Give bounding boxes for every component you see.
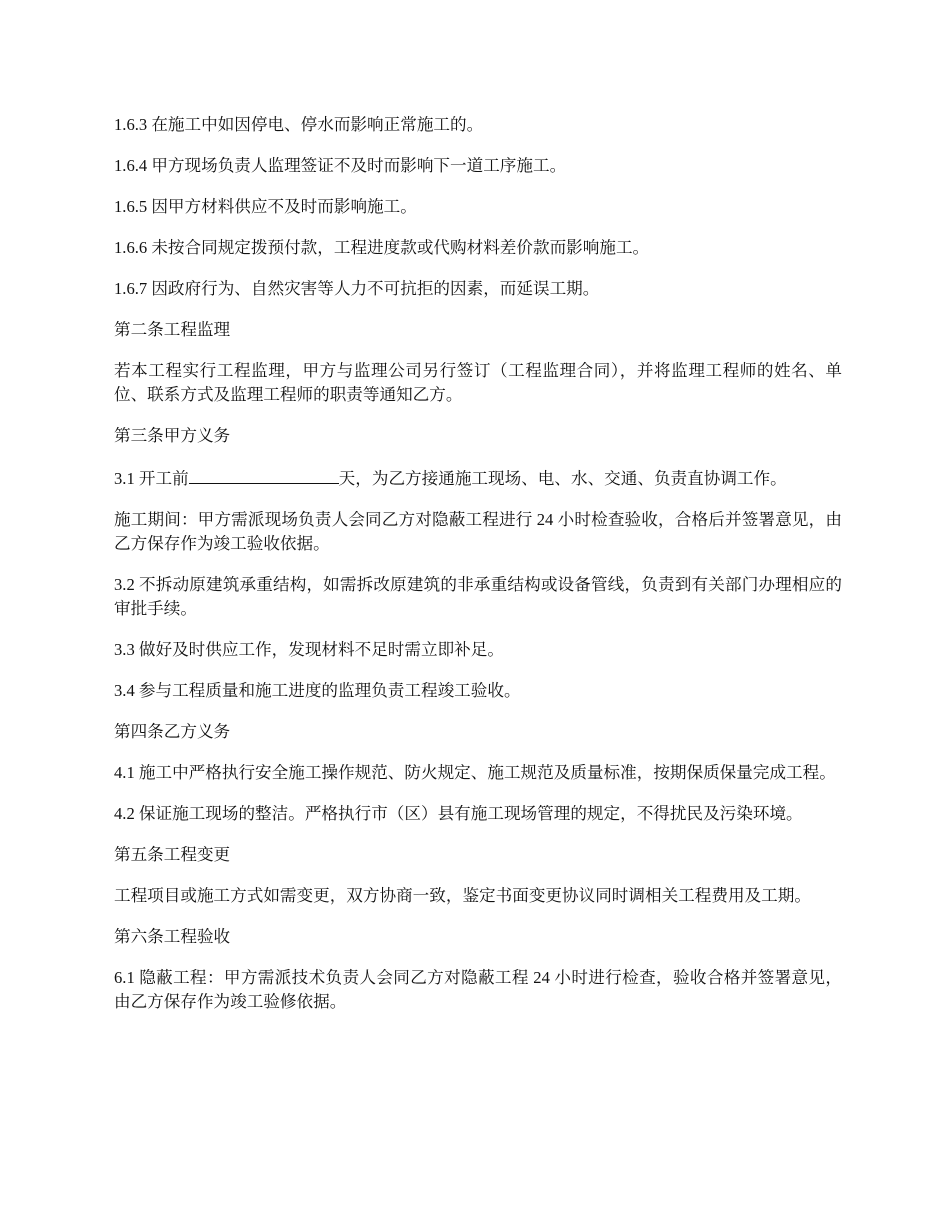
clause-6-1: 6.1 隐蔽工程：甲方需派技术负责人会同乙方对隐蔽工程 24 小时进行检查，验收合格并签署意见，由乙方保存作为竣工验修依据。 <box>114 968 842 1011</box>
section-heading-party-b-duties: 第四条乙方义务 <box>114 722 231 741</box>
clause-1-6-4: 1.6.4 甲方现场负责人监理签证不及时而影响下一道工序施工。 <box>114 156 567 175</box>
fill-in-blank-days[interactable] <box>189 465 339 484</box>
section-heading-supervision: 第二条工程监理 <box>114 320 231 339</box>
clause-1-6-5: 1.6.5 因甲方材料供应不及时而影响施工。 <box>114 197 417 216</box>
clause-3-3: 3.3 做好及时供应工作，发现材料不足时需立即补足。 <box>114 640 504 659</box>
clause-1-6-3: 1.6.3 在施工中如因停电、停水而影响正常施工的。 <box>114 115 484 134</box>
clause-3-1-prefix: 3.1 开工前 <box>114 469 189 488</box>
clause-4-2: 4.2 保证施工现场的整洁。严格执行市（区）县有施工现场管理的规定，不得扰民及污染环境。 <box>114 804 803 823</box>
clause-3-2: 3.2 不拆动原建筑承重结构，如需拆改原建筑的非承重结构或设备管线，负责到有关部门办理相应的审批手续。 <box>114 575 842 618</box>
clause-3-1-suffix: 天，为乙方接通施工现场、电、水、交通、负责直协调工作。 <box>338 469 787 488</box>
section-heading-acceptance: 第六条工程验收 <box>114 927 231 946</box>
clause-1-6-7: 1.6.7 因政府行为、自然灾害等人力不可抗拒的因素，而延误工期。 <box>114 279 600 298</box>
clause-3-1 <box>114 465 842 491</box>
clause-3-4: 3.4 参与工程质量和施工进度的监理负责工程竣工验收。 <box>114 681 521 700</box>
document-body <box>114 113 842 1031</box>
supervision-paragraph: 若本工程实行工程监理，甲方与监理公司另行签订（工程监理合同），并将监理工程师的姓名、单位、联系方式及监理工程师的职责等通知乙方。 <box>114 361 842 404</box>
clause-1-6-6: 1.6.6 未按合同规定拨预付款，工程进度款或代购材料差价款而影响施工。 <box>114 238 650 257</box>
clause-4-1: 4.1 施工中严格执行安全施工操作规范、防火规定、施工规范及质量标准，按期保质保量完成工程。 <box>114 763 836 782</box>
change-paragraph: 工程项目或施工方式如需变更，双方协商一致，鉴定书面变更协议同时调相关工程费用及工期。 <box>114 886 811 905</box>
construction-period-paragraph: 施工期间：甲方需派现场负责人会同乙方对隐蔽工程进行 24 小时检查验收，合格后并签署意见，由乙方保存作为竣工验收依据。 <box>114 510 842 553</box>
section-heading-party-a-duties: 第三条甲方义务 <box>114 426 231 445</box>
section-heading-change: 第五条工程变更 <box>114 845 231 864</box>
